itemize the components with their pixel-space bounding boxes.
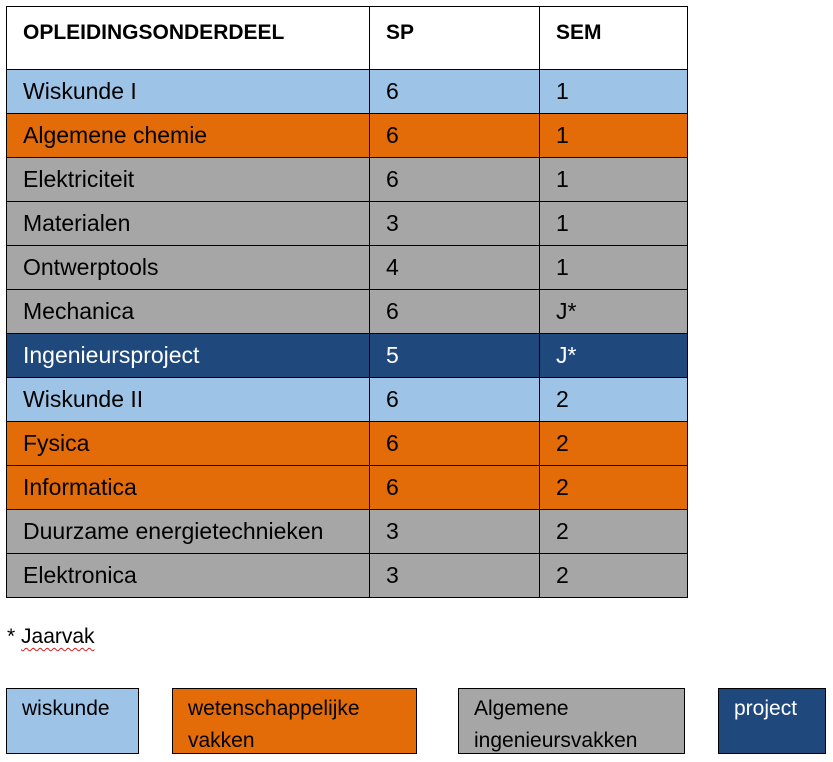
course-name-cell: Elektronica [7,554,370,598]
sp-cell: 3 [370,202,540,246]
sp-cell: 4 [370,246,540,290]
course-name-cell: Ontwerptools [7,246,370,290]
sem-cell: J* [540,290,688,334]
table-row [7,290,688,334]
legend-item-wiskunde [6,688,139,754]
sp-cell: 6 [370,114,540,158]
course-name-cell: Wiskunde I [7,70,370,114]
table-row [7,70,688,114]
sem-cell: 2 [540,510,688,554]
course-name-cell: Informatica [7,466,370,510]
table-row [7,202,688,246]
table-row [7,554,688,598]
legend-item-algemeen [458,688,685,754]
course-name-cell: Ingenieursproject [7,334,370,378]
sp-cell: 3 [370,510,540,554]
sp-cell: 6 [370,466,540,510]
sem-cell: J* [540,334,688,378]
course-name-cell: Elektriciteit [7,158,370,202]
sp-cell: 6 [370,422,540,466]
table-row [7,246,688,290]
footnote [7,625,95,649]
column-header-sem: SEM [540,7,688,70]
table-row [7,158,688,202]
table-row [7,466,688,510]
column-header-sp: SP [370,7,540,70]
table-row [7,334,688,378]
sp-cell: 6 [370,290,540,334]
course-name-cell: Algemene chemie [7,114,370,158]
course-table [6,6,688,598]
sp-cell: 3 [370,554,540,598]
table-header-row [7,7,688,70]
sp-cell: 6 [370,378,540,422]
sp-cell: 5 [370,334,540,378]
column-header-course: OPLEIDINGSONDERDEEL [7,7,370,70]
legend-label-line: vakken [188,729,255,752]
course-name-cell: Fysica [7,422,370,466]
sem-cell: 2 [540,466,688,510]
footnote-text: Jaarvak [21,625,95,648]
course-name-cell: Duurzame energietechnieken [7,510,370,554]
table-row [7,378,688,422]
sem-cell: 1 [540,158,688,202]
legend-label-line: Algemene [474,697,569,720]
legend-item-wetenschappelijk [172,688,417,754]
sem-cell: 1 [540,246,688,290]
sem-cell: 2 [540,422,688,466]
course-name-cell: Wiskunde II [7,378,370,422]
sem-cell: 1 [540,70,688,114]
legend-label-line: wetenschappelijke [188,697,360,720]
sem-cell: 2 [540,378,688,422]
table-row [7,422,688,466]
table-body [7,70,688,598]
legend-label-line: project [734,697,798,720]
sp-cell: 6 [370,158,540,202]
footnote-marker: * [7,625,22,648]
table-row [7,114,688,158]
sem-cell: 1 [540,202,688,246]
sem-cell: 2 [540,554,688,598]
table-row [7,510,688,554]
legend-label-line: wiskunde [22,697,110,720]
legend-item-project [718,688,826,754]
sp-cell: 6 [370,70,540,114]
course-name-cell: Mechanica [7,290,370,334]
course-name-cell: Materialen [7,202,370,246]
legend-label-line: ingenieursvakken [474,729,638,752]
sem-cell: 1 [540,114,688,158]
